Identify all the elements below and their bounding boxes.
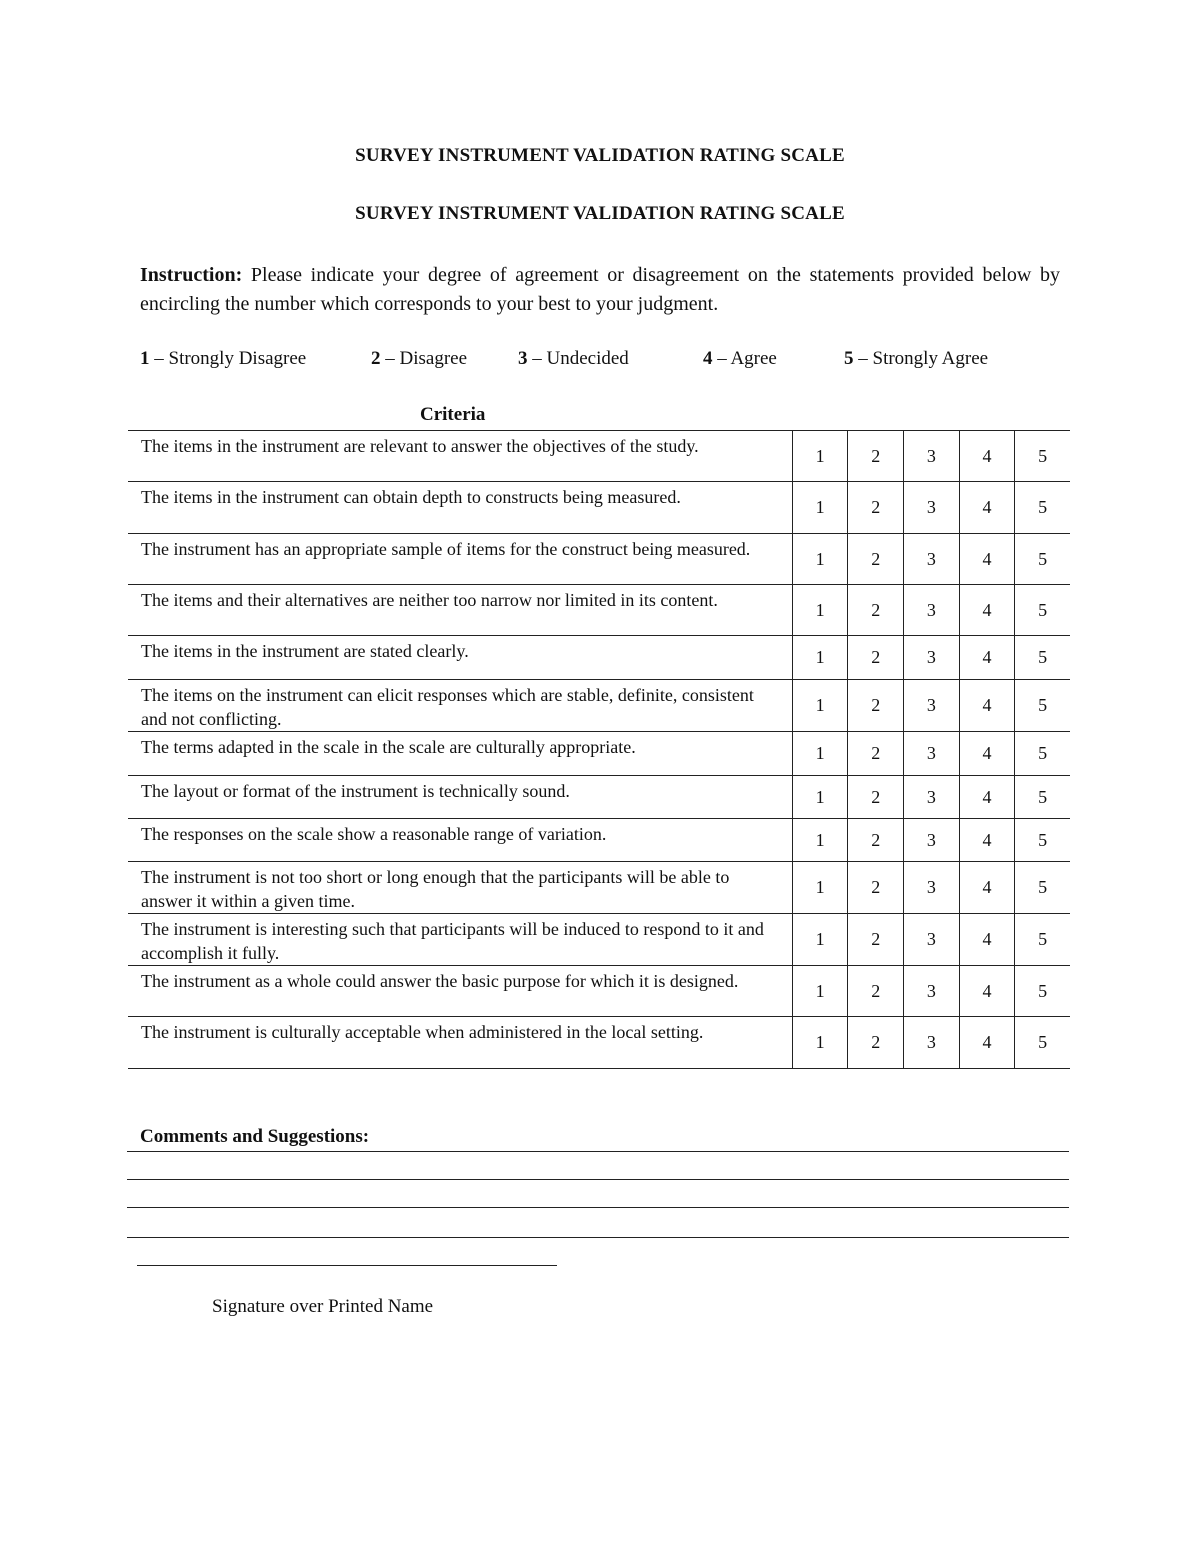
legend-label: – Strongly Disagree <box>149 348 307 369</box>
rating-option-5[interactable]: 5 <box>1015 680 1070 732</box>
legend-item-strongly-agree <box>844 348 988 370</box>
rating-option-4[interactable]: 4 <box>959 966 1015 1017</box>
criteria-statement: The items in the instrument are stated clearly. <box>128 636 792 680</box>
criteria-statement: The instrument as a whole could answer the basic purpose for which it is designed. <box>128 966 792 1017</box>
rating-option-1[interactable]: 1 <box>792 862 848 914</box>
criteria-row <box>128 431 1070 482</box>
signature-label: Signature over Printed Name <box>212 1296 434 1317</box>
legend-label: – Agree <box>712 348 777 369</box>
criteria-statement: The responses on the scale show a reasonable range of variation. <box>128 819 792 862</box>
rating-option-2[interactable]: 2 <box>848 819 904 862</box>
rating-option-5[interactable]: 5 <box>1015 482 1070 534</box>
rating-option-2[interactable]: 2 <box>848 534 904 585</box>
document-subtitle: SURVEY INSTRUMENT VALIDATION RATING SCALE <box>355 203 845 224</box>
comment-line[interactable] <box>127 1207 1069 1208</box>
rating-option-4[interactable]: 4 <box>959 680 1015 732</box>
rating-option-5[interactable]: 5 <box>1015 732 1070 776</box>
criteria-statement: The terms adapted in the scale in the scale are culturally appropriate. <box>128 732 792 776</box>
criteria-statement: The items on the instrument can elicit responses which are stable, definite, consistent and not conflicting. <box>128 680 792 732</box>
legend-number: 3 <box>518 348 528 369</box>
rating-option-3[interactable]: 3 <box>904 776 960 819</box>
rating-option-5[interactable]: 5 <box>1015 534 1070 585</box>
rating-option-2[interactable]: 2 <box>848 966 904 1017</box>
criteria-row <box>128 680 1070 732</box>
rating-option-1[interactable]: 1 <box>792 966 848 1017</box>
criteria-statement: The items in the instrument can obtain depth to constructs being measured. <box>128 482 792 534</box>
rating-option-5[interactable]: 5 <box>1015 636 1070 680</box>
rating-option-1[interactable]: 1 <box>792 1017 848 1069</box>
legend-item-undecided <box>518 348 629 370</box>
instruction-label: Instruction: <box>140 264 243 286</box>
legend-item-agree <box>703 348 777 370</box>
criteria-statement: The items and their alternatives are neither too narrow nor limited in its content. <box>128 585 792 636</box>
rating-option-3[interactable]: 3 <box>904 819 960 862</box>
rating-option-3[interactable]: 3 <box>904 482 960 534</box>
comment-line[interactable] <box>127 1179 1069 1180</box>
rating-option-1[interactable]: 1 <box>792 914 848 966</box>
rating-option-2[interactable]: 2 <box>848 732 904 776</box>
rating-option-3[interactable]: 3 <box>904 914 960 966</box>
rating-option-4[interactable]: 4 <box>959 732 1015 776</box>
criteria-statement: The instrument has an appropriate sample of items for the construct being measured. <box>128 534 792 585</box>
comments-label: Comments and Suggestions: <box>140 1126 370 1147</box>
comment-line[interactable] <box>127 1237 1069 1238</box>
rating-option-5[interactable]: 5 <box>1015 819 1070 862</box>
criteria-column-header: Criteria <box>420 404 486 425</box>
criteria-statement: The instrument is interesting such that participants will be induced to respond to it and accomplish it fully. <box>128 914 792 966</box>
legend-label: – Disagree <box>380 348 468 369</box>
rating-option-2[interactable]: 2 <box>848 585 904 636</box>
rating-option-2[interactable]: 2 <box>848 431 904 482</box>
rating-option-5[interactable]: 5 <box>1015 431 1070 482</box>
instruction-paragraph <box>140 261 1060 319</box>
rating-option-2[interactable]: 2 <box>848 482 904 534</box>
signature-line[interactable] <box>137 1265 557 1266</box>
instruction-text: Please indicate your degree of agreement or disagreement on the statements provided below by encircling the number which corresponds to your best to your judgment. <box>140 264 1060 315</box>
rating-option-4[interactable]: 4 <box>959 862 1015 914</box>
rating-option-5[interactable]: 5 <box>1015 966 1070 1017</box>
rating-option-5[interactable]: 5 <box>1015 862 1070 914</box>
legend-item-disagree <box>371 348 467 370</box>
criteria-row <box>128 862 1070 914</box>
rating-option-2[interactable]: 2 <box>848 680 904 732</box>
rating-option-4[interactable]: 4 <box>959 914 1015 966</box>
criteria-row <box>128 819 1070 862</box>
rating-option-4[interactable]: 4 <box>959 534 1015 585</box>
rating-option-2[interactable]: 2 <box>848 636 904 680</box>
rating-option-1[interactable]: 1 <box>792 732 848 776</box>
legend-item-strongly-disagree <box>140 348 306 370</box>
criteria-statement: The items in the instrument are relevant to answer the objectives of the study. <box>128 431 792 482</box>
legend-number: 4 <box>703 348 713 369</box>
rating-option-2[interactable]: 2 <box>848 776 904 819</box>
rating-option-3[interactable]: 3 <box>904 636 960 680</box>
document-title: SURVEY INSTRUMENT VALIDATION RATING SCALE <box>355 145 845 166</box>
criteria-row <box>128 914 1070 966</box>
rating-option-1[interactable]: 1 <box>792 534 848 585</box>
criteria-statement: The instrument is culturally acceptable when administered in the local setting. <box>128 1017 792 1069</box>
legend-number: 5 <box>844 348 854 369</box>
legend-number: 2 <box>371 348 381 369</box>
criteria-row <box>128 1017 1070 1069</box>
rating-option-1[interactable]: 1 <box>792 482 848 534</box>
rating-option-5[interactable]: 5 <box>1015 914 1070 966</box>
rating-option-3[interactable]: 3 <box>904 534 960 585</box>
criteria-row <box>128 732 1070 776</box>
rating-option-1[interactable]: 1 <box>792 680 848 732</box>
rating-option-5[interactable]: 5 <box>1015 585 1070 636</box>
rating-option-4[interactable]: 4 <box>959 1017 1015 1069</box>
rating-table <box>128 430 1070 1069</box>
criteria-statement: The layout or format of the instrument is technically sound. <box>128 776 792 819</box>
rating-option-1[interactable]: 1 <box>792 585 848 636</box>
rating-option-4[interactable]: 4 <box>959 482 1015 534</box>
rating-option-4[interactable]: 4 <box>959 819 1015 862</box>
criteria-row <box>128 636 1070 680</box>
rating-option-3[interactable]: 3 <box>904 862 960 914</box>
rating-option-1[interactable]: 1 <box>792 636 848 680</box>
legend-label: – Undecided <box>527 348 629 369</box>
rating-option-3[interactable]: 3 <box>904 680 960 732</box>
rating-option-4[interactable]: 4 <box>959 636 1015 680</box>
rating-option-3[interactable]: 3 <box>904 966 960 1017</box>
criteria-row <box>128 966 1070 1017</box>
rating-option-4[interactable]: 4 <box>959 431 1015 482</box>
rating-option-2[interactable]: 2 <box>848 1017 904 1069</box>
legend-number: 1 <box>140 348 150 369</box>
rating-option-4[interactable]: 4 <box>959 585 1015 636</box>
criteria-row <box>128 482 1070 534</box>
rating-table-body <box>128 431 1070 1069</box>
rating-option-1[interactable]: 1 <box>792 776 848 819</box>
rating-option-4[interactable]: 4 <box>959 776 1015 819</box>
rating-option-5[interactable]: 5 <box>1015 1017 1070 1069</box>
comment-line[interactable] <box>127 1151 1069 1152</box>
rating-option-1[interactable]: 1 <box>792 819 848 862</box>
criteria-row <box>128 585 1070 636</box>
criteria-row <box>128 776 1070 819</box>
rating-option-2[interactable]: 2 <box>848 914 904 966</box>
rating-option-5[interactable]: 5 <box>1015 776 1070 819</box>
criteria-row <box>128 534 1070 585</box>
criteria-statement: The instrument is not too short or long enough that the participants will be able to answer it within a given time. <box>128 862 792 914</box>
rating-option-3[interactable]: 3 <box>904 1017 960 1069</box>
rating-option-2[interactable]: 2 <box>848 862 904 914</box>
rating-scale-legend <box>0 348 1200 374</box>
legend-label: – Strongly Agree <box>853 348 989 369</box>
rating-option-3[interactable]: 3 <box>904 431 960 482</box>
rating-option-1[interactable]: 1 <box>792 431 848 482</box>
rating-option-3[interactable]: 3 <box>904 732 960 776</box>
rating-option-3[interactable]: 3 <box>904 585 960 636</box>
